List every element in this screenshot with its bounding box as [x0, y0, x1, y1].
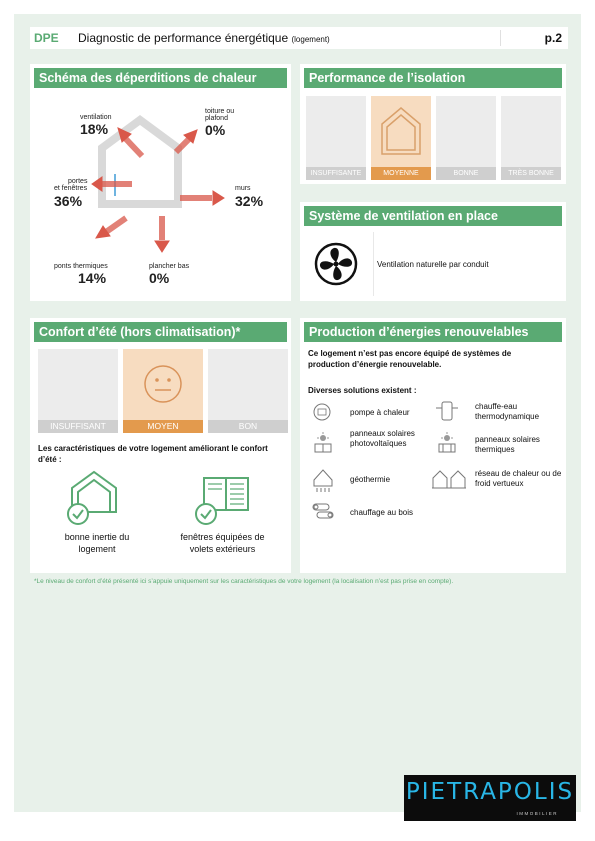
ventilation-card — [300, 202, 566, 301]
solar-thermal-icon — [436, 432, 458, 454]
confort-level-label: BON — [208, 420, 288, 433]
page-header — [30, 27, 568, 49]
logo-subtitle: IMMOBILIER — [516, 811, 558, 816]
toiture-pct: 0% — [205, 122, 226, 138]
ventilation-pct: 18% — [80, 121, 109, 137]
isolation-level-label: MOYENNE — [371, 167, 431, 180]
heat-network-icon — [432, 468, 466, 490]
house-outline-icon — [378, 102, 424, 158]
ponts-pct: 14% — [78, 270, 107, 286]
confort-caracteristiques-title: Les caractéristiques de votre logement améliorant le confort d’été : — [38, 444, 268, 464]
confort-level-label: MOYEN — [123, 420, 203, 433]
solution-chauffe-eau: chauffe-eau thermodynamique — [475, 402, 540, 421]
footnote: *Le niveau de confort d’été présenté ici s’appuie uniquement sur les caractéristiques de votre logement (la localisation n’est pas prise en compte). — [34, 578, 454, 585]
isolation-level-tres-bonne — [501, 96, 561, 180]
ventilation-title: Système de ventilation en place — [304, 206, 562, 226]
geothermal-icon — [312, 466, 334, 492]
title-small: (logement) — [291, 35, 330, 44]
solar-panel-icon — [312, 432, 334, 454]
house-check-icon — [66, 468, 122, 526]
isolation-card — [300, 64, 566, 184]
isolation-level-label: BONNE — [436, 167, 496, 180]
confort-card — [30, 318, 291, 573]
murs-label: murs — [235, 185, 251, 192]
confort-level-insuffisant — [38, 349, 118, 433]
ventilation-divider — [373, 232, 374, 296]
confort-level-bon — [208, 349, 288, 433]
toiture-label-1: toiture ou — [205, 108, 235, 115]
isolation-level-moyenne — [371, 96, 431, 180]
shutters-check-icon — [194, 468, 254, 526]
solution-thermiques: panneaux solaires thermiques — [475, 435, 540, 454]
renouvelables-intro: Ce logement n’est pas encore équipé de systèmes de production d’énergie renouvelable. — [308, 349, 512, 369]
title-text: Diagnostic de performance énergétique — [78, 31, 289, 45]
solution-geothermie: géothermie — [350, 475, 391, 484]
isolation-level-bonne — [436, 96, 496, 180]
isolation-level-label: INSUFFISANTE — [306, 167, 366, 180]
header-divider — [500, 30, 501, 46]
solution-photovoltaiques: panneaux solaires photovoltaïques — [350, 429, 415, 448]
confort-item-inertie: bonne inertie du logement — [64, 532, 130, 554]
portes-label-1: portes — [68, 178, 88, 185]
isolation-level-label: TRÈS BONNE — [501, 167, 561, 180]
solutions-title: Diverses solutions existent : — [308, 386, 417, 395]
confort-level-moyen — [123, 349, 203, 433]
fan-icon — [314, 242, 358, 286]
solution-bois: chauffage au bois — [350, 508, 414, 517]
dpe-code: DPE — [34, 31, 59, 45]
ventilation-value: Ventilation naturelle par conduit — [377, 260, 489, 269]
plancher-label: plancher bas — [149, 263, 190, 270]
confort-level-label: INSUFFISANT — [38, 420, 118, 433]
page-title — [78, 31, 545, 45]
wood-logs-icon — [310, 502, 336, 520]
isolation-level-insuffisante — [306, 96, 366, 180]
deperditions-title: Schéma des déperditions de chaleur — [34, 68, 287, 88]
isolation-title: Performance de l’isolation — [304, 68, 562, 88]
confort-item-volets: fenêtres équipées de volets extérieurs — [180, 532, 265, 554]
confort-title: Confort d’été (hors climatisation)* — [34, 322, 287, 342]
pietrapolis-logo — [404, 775, 576, 821]
toiture-label-2: plafond — [205, 115, 228, 122]
water-heater-icon — [436, 400, 458, 424]
renouvelables-card — [300, 318, 566, 573]
ventilation-label: ventilation — [80, 114, 112, 121]
logo-name: PIETRAPOLIS — [405, 779, 575, 805]
renouvelables-title: Production d’énergies renouvelables — [304, 322, 562, 342]
murs-pct: 32% — [235, 193, 264, 209]
deperditions-card — [30, 64, 291, 301]
plancher-pct: 0% — [149, 270, 170, 286]
heat-pump-icon — [312, 402, 332, 422]
portes-pct: 36% — [54, 193, 83, 209]
page-number: p.2 — [544, 31, 562, 45]
portes-label-2: et fenêtres — [54, 185, 88, 192]
ponts-label: ponts thermiques — [54, 263, 108, 270]
solution-reseau: réseau de chaleur ou de froid vertueux — [475, 469, 562, 488]
neutral-face-icon — [142, 363, 184, 405]
solution-pompe: pompe à chaleur — [350, 408, 410, 417]
